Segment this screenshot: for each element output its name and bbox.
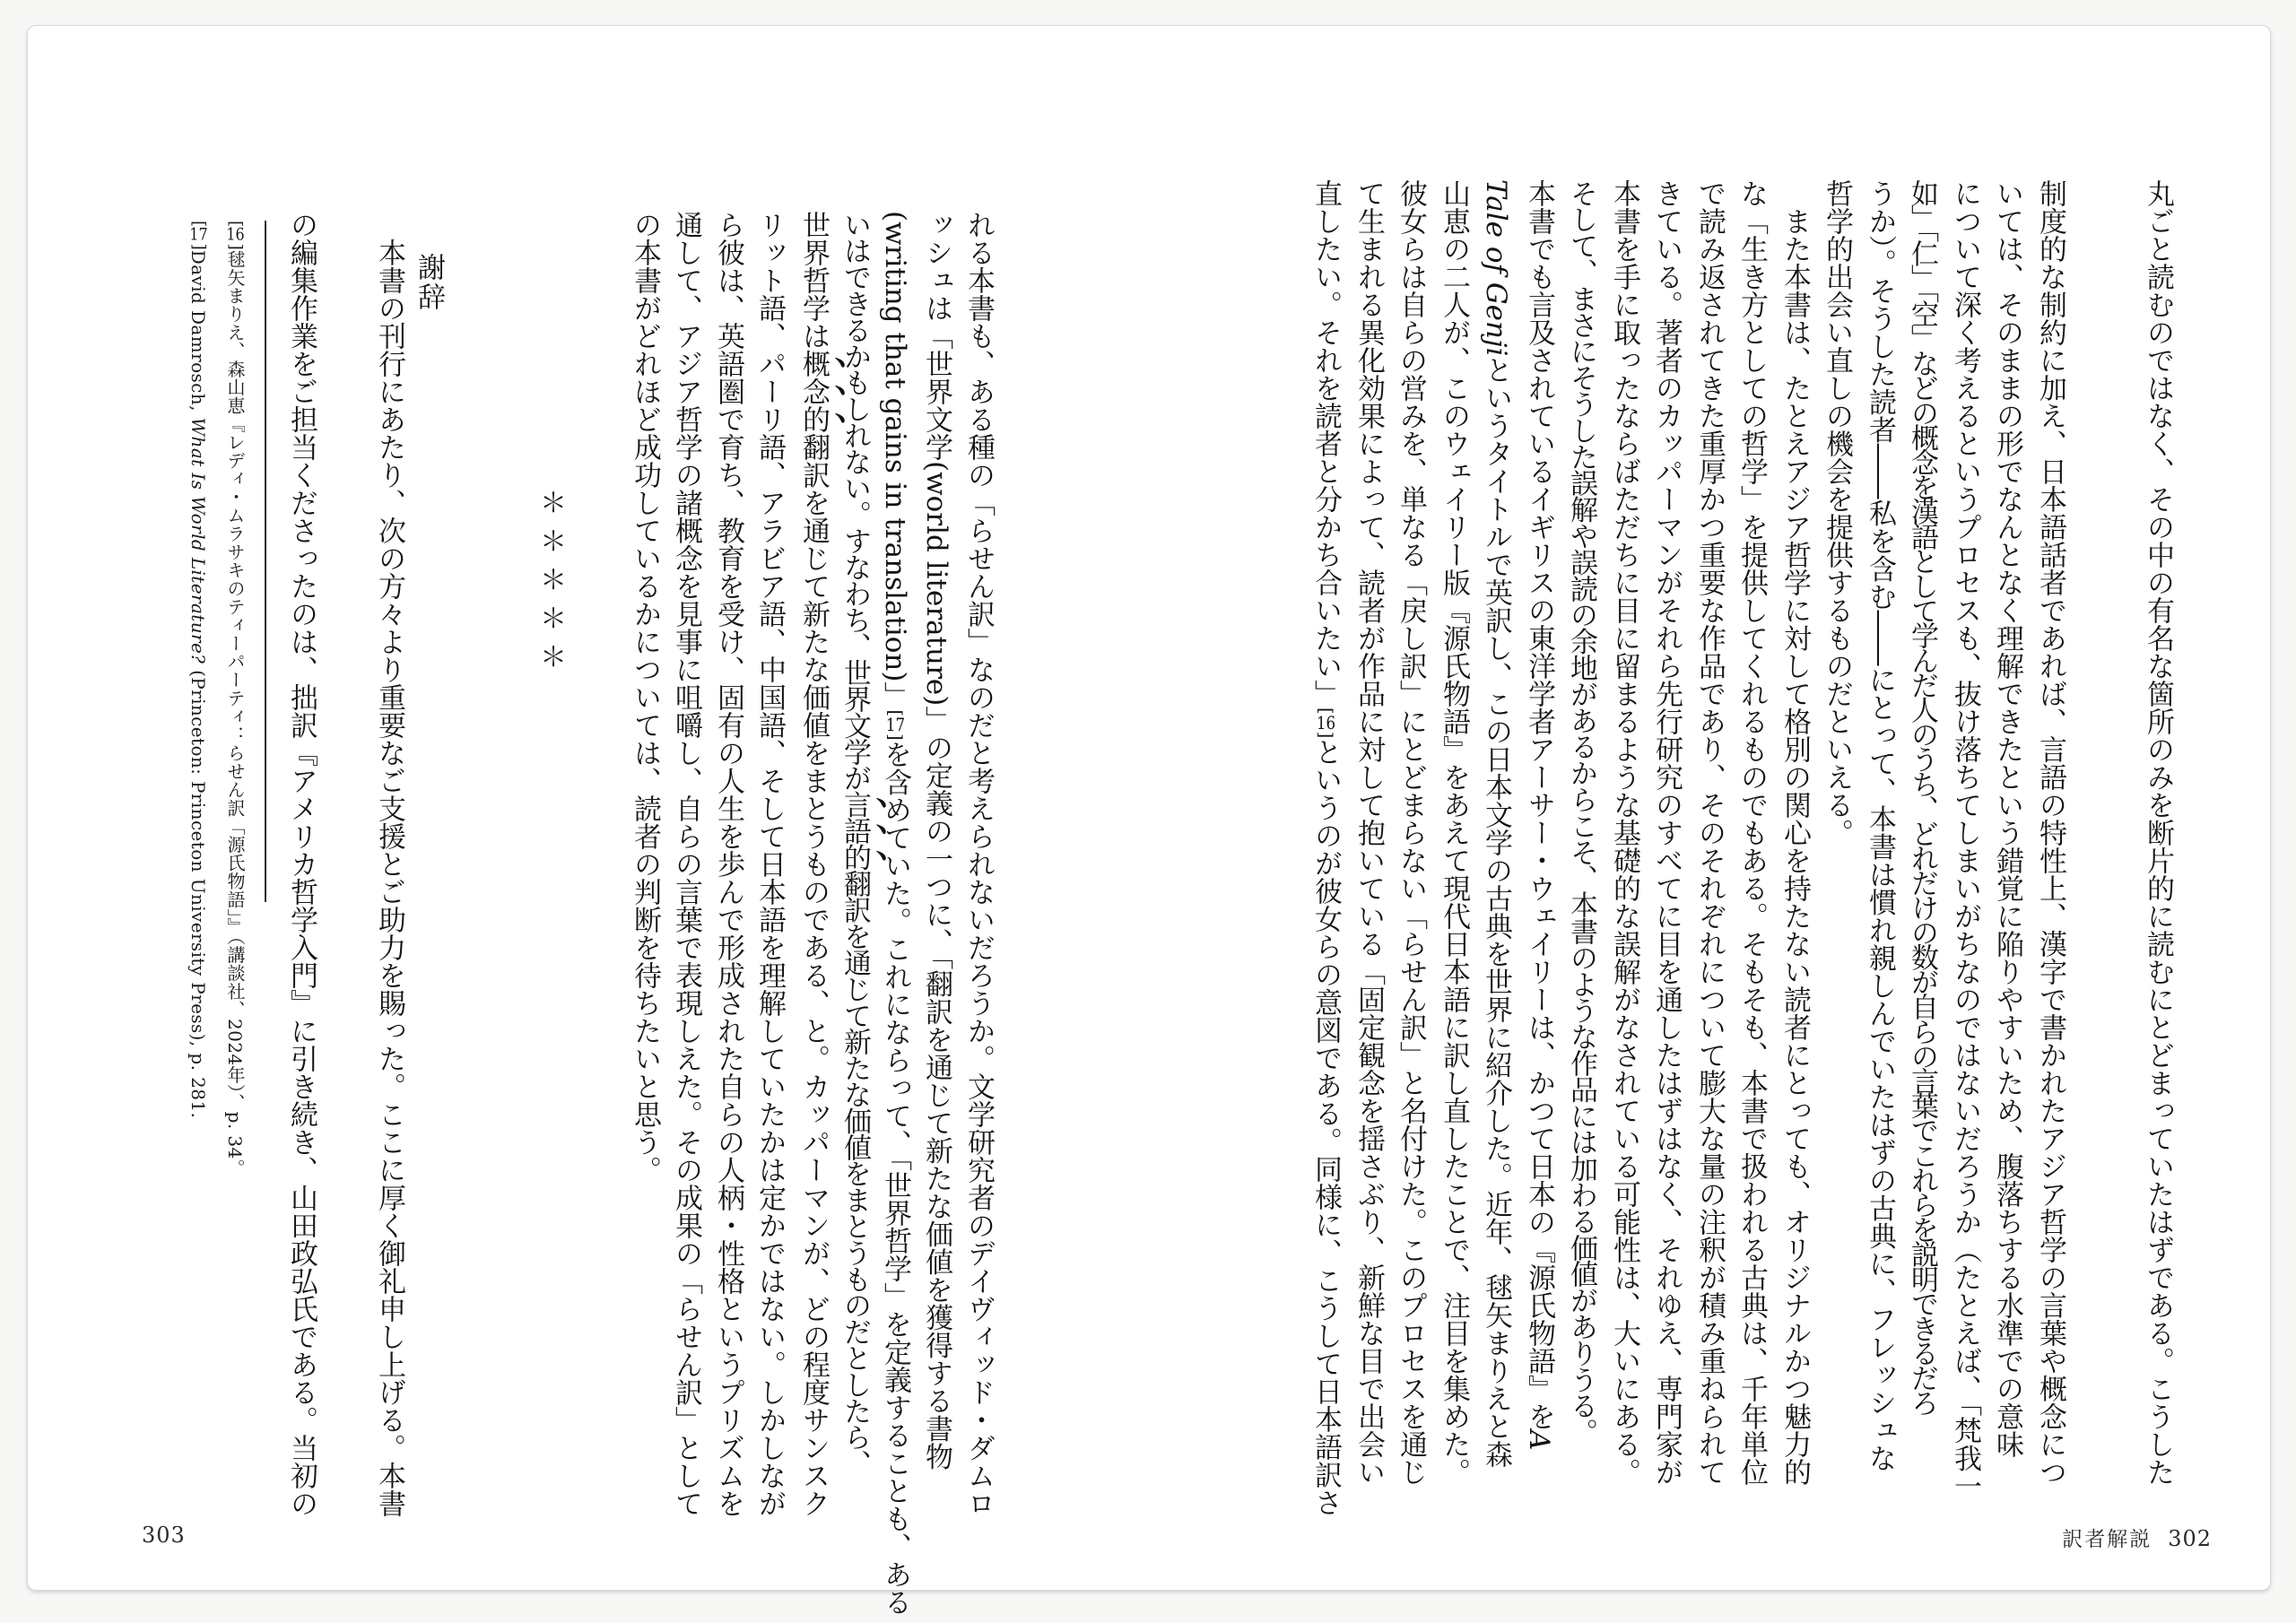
text-column: きている。著者のカッパーマンがそれら先行研究のすべてに目を通したはずはなく、それゆえ、専門家が — [1650, 179, 1683, 1486]
acknowledgments-heading: 謝辞 — [413, 253, 445, 312]
text-column: の編集作業をご担当くださったのは、拙訳『アメリカ哲学入門』に引き続き、山田政弘氏である。当初の — [285, 211, 317, 1517]
text-column: リット語、パーリ語、アラビア語、中国語、そして日本語を理解していたかは定かではない。しかしなが — [753, 211, 786, 1517]
page-number-303: 303 — [142, 1523, 186, 1548]
text-column: 通して、アジア哲学の諸概念を見事に咀嚼し、自らの言葉で表現しえた。その成果の「らせん訳」として — [670, 211, 702, 1517]
latin-text: (world literature) — [920, 461, 952, 707]
latin-text: David Damrosch, — [187, 249, 209, 418]
footnote-17 — [189, 221, 207, 1118]
page-number-left — [142, 1523, 186, 1548]
text-column: 本書の刊行にあたり、次の方々より重要なご支援とご助力を賜った。ここに厚く御礼申し上げる。本書 — [373, 239, 405, 1517]
text-column: の本書がどれほど成功しているかについては、読者の判断を待ちたいと思う。 — [629, 211, 661, 1184]
text-column: 本書でも言及されているイギリスの東洋学者アーサー・ウェイリーは、かつて日本の『源氏物語』をA — [1523, 179, 1555, 1451]
text-column: (writing that gains in translation)」[17]を含めていた。これにならって、「世界哲学」を定義することも、ある — [879, 211, 911, 1617]
text-column: Tale of Genjiというタイトルで英訳し、この日本文学の古典を世界に紹介した。近年、毬矢まりえと森 — [1480, 179, 1512, 1469]
running-footer — [2054, 1523, 2212, 1552]
text-column: 世界哲学は概念的翻訳を通じて新たな価値をまとうものである、と。カッパーマンが、どの程度サンスク — [797, 211, 830, 1517]
text-column: うか）。そうした読者――私を含む――にとって、本書は慣れ親しんでいたはずの古典に、フレッシュな — [1864, 179, 1896, 1472]
text-column: 哲学的出会い直しの機会を提供するものだといえる。 — [1821, 179, 1853, 846]
text-column: ら彼は、英語圏で育ち、教育を受け、固有の人生を歩んで形成された自らの人柄・性格というプリズムを — [712, 211, 744, 1517]
text-column: 直したい。それを読者と分かち合いたい」[16]というのが彼女らの意図である。同様に、こうして日本語訳さ — [1309, 179, 1342, 1517]
latin-text: (Princeton: Princeton University Press), p. 281. — [187, 664, 209, 1119]
text-column: れる本書も、ある種の「らせん訳」なのだと考えられないだろうか。文学研究者のデイヴィッド・ダムロ — [962, 211, 995, 1517]
text-column: な「生き方としての哲学」を提供してくれるものでもある。そもそも、本書で扱われる古典は、千年単位 — [1735, 179, 1768, 1486]
text-column: そして、まさにそうした誤解や誤読の余地があるからこそ、本書のような作品には加わる価値がありうる。 — [1565, 179, 1597, 1445]
text-column: いはできるかもしれない。すなわち、世界文学が言語的翻訳を通じて新たな価値をまとうものだとしたら、 — [839, 211, 871, 1477]
text-column: 制度的な制約に加え、日本語話者であれば、言語の特性上、漢字で書かれたアジア哲学の言葉や概念につ — [2034, 179, 2066, 1486]
emphasized-text: 言語的 — [839, 790, 871, 871]
footnote-ref-16: [16] — [1316, 707, 1336, 739]
asterisk-separator: ＊＊＊＊＊ — [535, 489, 566, 681]
latin-text: Tale of Genji — [1480, 179, 1512, 357]
text-column: 山恵の二人が、このウェイリー版『源氏物語』をあえて現代日本語に訳し直したことで、注目を集めた。 — [1438, 179, 1470, 1486]
footnote-ref-17: [17] — [189, 221, 208, 250]
text-column: ッシュは「世界文学(world literature)」の定義の一つに、「翻訳を通じて新たな価値を獲得する書物 — [920, 211, 952, 1471]
latin-text: (writing that gains in translation) — [879, 211, 911, 682]
text-column: 彼女らは自らの営みを、単なる「戻し訳」にとどまらない「らせん訳」と名付けた。このプロセスを通じ — [1395, 179, 1427, 1486]
text-column: 丸ごと読むのではなく、その中の有名な箇所のみを断片的に読むにとどまっていたはずである。こうした — [2142, 179, 2174, 1486]
text-column: また本書は、たとえアジア哲学に対して格別の関心を持たない読者にとっても、オリジナルかつ魅力的 — [1779, 207, 1811, 1486]
page-number-302: 302 — [2168, 1526, 2212, 1551]
latin-text: A — [1523, 1430, 1555, 1451]
footnote-rule — [265, 221, 266, 902]
emphasized-text: 概念的 — [797, 350, 830, 433]
text-column: について深く考えるというプロセスも、抜け落ちてしまいがちなのではないだろうか（たとえば、「梵我一 — [1949, 179, 1981, 1500]
footnote-16: [16]毬矢まりえ、森山恵『レディ・ムラサキのティーパーティ：らせん訳「源氏物語」』（講談社、2024年）、p. 34。 — [224, 221, 246, 1178]
footnote-ref-16: [16] — [226, 221, 245, 250]
text-column: いては、そのままの形でなんとなく理解できたという錯覚に陥りやすいため、腹落ちする水準での意味 — [1991, 179, 2023, 1458]
latin-text: What Is World Literature? — [187, 417, 209, 664]
footnote-ref-17: [17] — [885, 709, 906, 741]
running-footer-label: 訳者解説 — [2062, 1528, 2152, 1551]
text-column: で読み返されてきた重厚かつ重要な作品であり、そのそれぞれについて膨大な量の注釈が積み重ねられて — [1693, 179, 1726, 1486]
text-column: て生まれる異化効果によって、読者が作品に対して抱いている「固定観念を揺さぶり、新鮮な目で出会い — [1352, 179, 1385, 1486]
text-column: 本書を手に取ったならばただちに目に留まるような基礎的な誤解がなされている可能性は、大いにある。 — [1608, 179, 1640, 1486]
text-column: 如」「仁」「空」などの概念を漢語として学んだ人のうち、どれだけの数が自らの言葉でこれらを説明できるだろ — [1906, 179, 1938, 1414]
